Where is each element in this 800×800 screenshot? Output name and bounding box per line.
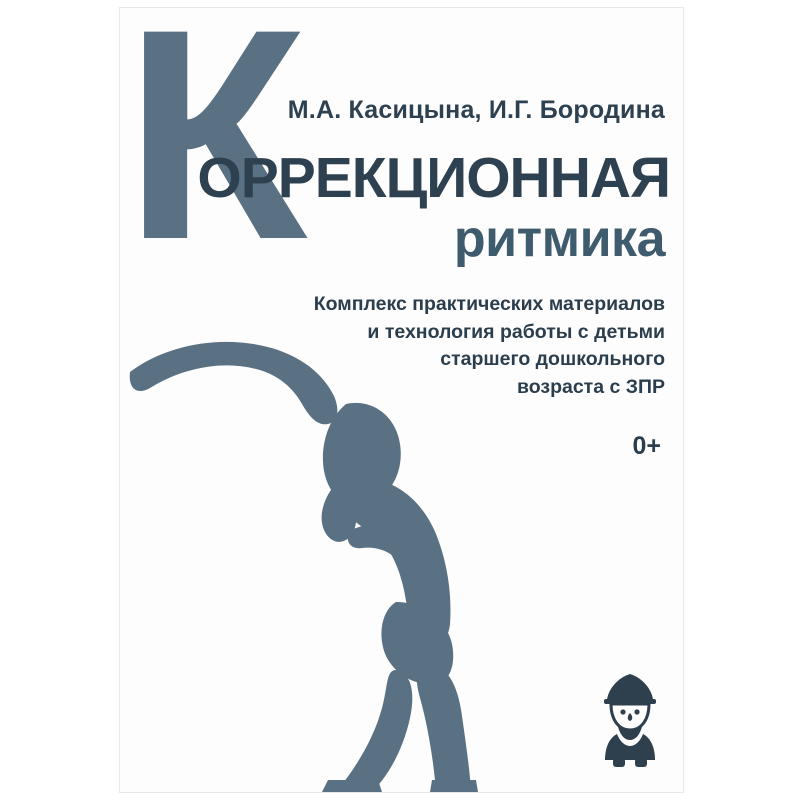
description-line-3: старшего дошкольного [440, 348, 665, 371]
book-description [235, 291, 665, 402]
description-line-4: возраста с ЗПР [517, 376, 665, 399]
book-title-main: ОРРЕКЦИОННАЯ [197, 146, 670, 210]
age-rating-badge: 0+ [632, 432, 661, 460]
title-initial-letter: К [124, 8, 300, 302]
authors-line: М.А. Касицына, И.Г. Бородина [287, 96, 665, 124]
book-title-sub: ритмика [453, 210, 665, 268]
gnome-logo-icon [597, 672, 663, 768]
description-line-2: и технология работы с детьми [367, 320, 665, 343]
description-line-1: Комплекс практических материалов [313, 293, 665, 315]
book-cover [120, 8, 683, 792]
